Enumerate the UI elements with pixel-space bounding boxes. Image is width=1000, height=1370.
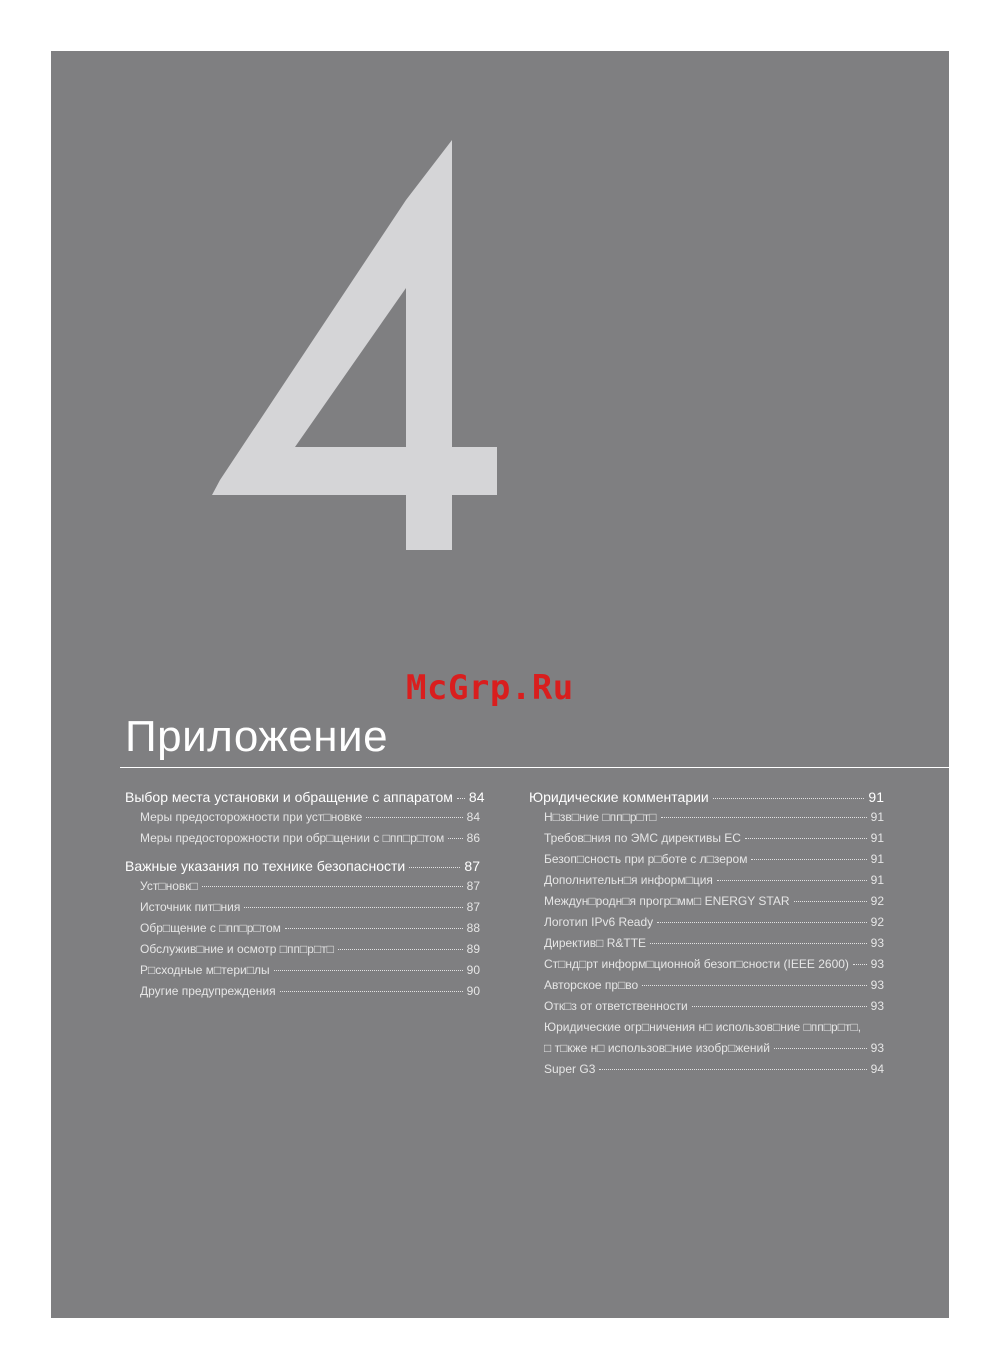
toc-section-title: Выбор места установки и обращение с аппаратом bbox=[125, 789, 453, 805]
toc-page-number: 91 bbox=[870, 873, 884, 887]
toc-section-heading[interactable] bbox=[125, 789, 485, 810]
toc-entry[interactable] bbox=[529, 852, 884, 873]
dot-leader bbox=[853, 964, 867, 965]
dot-leader bbox=[657, 922, 867, 923]
dot-leader bbox=[244, 907, 462, 908]
dot-leader bbox=[650, 943, 867, 944]
toc-entry-label: Другие предупреждения bbox=[140, 984, 276, 998]
toc-entry-label: Директив□ R&TTE bbox=[544, 936, 647, 950]
toc-entry-label: Дополнительн□я информ□ция bbox=[544, 873, 713, 887]
title-divider bbox=[120, 767, 949, 768]
toc-page-number: 93 bbox=[870, 936, 884, 950]
chapter-number-graphic bbox=[200, 60, 540, 620]
toc-page-number: 93 bbox=[870, 957, 884, 971]
dot-leader bbox=[717, 880, 867, 881]
toc-page-number: 84 bbox=[468, 789, 485, 805]
toc-page-number: 84 bbox=[466, 810, 480, 824]
toc-entry-label: Уст□новк□ bbox=[140, 879, 198, 893]
toc-entry[interactable] bbox=[529, 936, 884, 957]
dot-leader bbox=[366, 817, 462, 818]
toc-page-number: 93 bbox=[870, 978, 884, 992]
toc-page-number: 91 bbox=[870, 852, 884, 866]
toc-entry[interactable] bbox=[125, 879, 480, 900]
toc-page-number: 94 bbox=[870, 1062, 884, 1076]
toc-entry-label: Логотип IPv6 Ready bbox=[544, 915, 654, 929]
dot-leader bbox=[599, 1069, 866, 1070]
toc-entry-label: Междун□родн□я прогр□мм□ ENERGY STAR bbox=[544, 894, 790, 908]
dot-leader bbox=[692, 1006, 867, 1007]
toc-entry[interactable] bbox=[529, 915, 884, 936]
toc-page-number: 90 bbox=[466, 984, 480, 998]
dot-leader bbox=[661, 817, 867, 818]
dot-leader bbox=[202, 886, 463, 887]
toc-entry-label: Обслужив□ние и осмотр □пп□р□т□ bbox=[140, 942, 334, 956]
toc-page-number: 89 bbox=[466, 942, 480, 956]
toc-entry[interactable] bbox=[529, 1062, 884, 1083]
toc-entry-label: Юридические огр□ничения н□ использов□ние □пп□р□т□, bbox=[544, 1020, 862, 1034]
toc-entry[interactable] bbox=[125, 900, 480, 921]
toc-entry[interactable] bbox=[125, 810, 480, 831]
dot-leader bbox=[338, 949, 463, 950]
chapter-title: Приложение bbox=[125, 712, 389, 761]
toc-right-column bbox=[529, 789, 884, 1083]
dot-leader bbox=[642, 985, 866, 986]
toc-entry[interactable] bbox=[529, 873, 884, 894]
dot-leader bbox=[409, 867, 460, 868]
dot-leader bbox=[274, 970, 463, 971]
toc-page-number: 92 bbox=[870, 894, 884, 908]
toc-section-heading[interactable] bbox=[529, 789, 884, 810]
watermark: McGrp.Ru bbox=[406, 668, 574, 708]
toc-entry-label: Безоп□сность при р□боте с л□зером bbox=[544, 852, 748, 866]
toc-page-number: 90 bbox=[466, 963, 480, 977]
toc-page-number: 93 bbox=[870, 1041, 884, 1055]
dot-leader bbox=[280, 991, 463, 992]
toc-page-number: 93 bbox=[870, 999, 884, 1013]
toc-entry-label: Источник пит□ния bbox=[140, 900, 241, 914]
toc-entry[interactable] bbox=[125, 831, 480, 852]
toc-entry[interactable] bbox=[529, 894, 884, 915]
toc-left-column bbox=[125, 789, 485, 1005]
toc-page-number: 92 bbox=[870, 915, 884, 929]
toc-page-number: 87 bbox=[464, 858, 480, 874]
toc-section-heading[interactable] bbox=[125, 858, 480, 879]
toc-entry-label: □ т□кже н□ использов□ние изобр□жений bbox=[544, 1041, 770, 1055]
toc-entry[interactable] bbox=[529, 831, 884, 852]
toc-entry-label: Н□зв□ние □пп□р□т□ bbox=[544, 810, 657, 824]
toc-entry[interactable] bbox=[529, 810, 884, 831]
toc-entry[interactable] bbox=[529, 957, 884, 978]
dot-leader bbox=[713, 798, 865, 799]
toc-section-title: Юридические комментарии bbox=[529, 789, 709, 805]
toc-page-number: 87 bbox=[466, 900, 480, 914]
toc-entry[interactable] bbox=[125, 921, 480, 942]
toc-entry[interactable] bbox=[125, 963, 480, 984]
toc-page-number: 91 bbox=[870, 831, 884, 845]
dot-leader bbox=[774, 1048, 867, 1049]
toc-entry-label: Р□сходные м□тери□лы bbox=[140, 963, 270, 977]
toc-entry-label: Меры предосторожности при обр□щении с □пп□р□том bbox=[140, 831, 445, 845]
toc-page-number: 86 bbox=[466, 831, 480, 845]
toc-entry-label: Ст□нд□рт информ□ционной безоп□сности (IEEE 2600) bbox=[544, 957, 849, 971]
dot-leader bbox=[794, 901, 867, 902]
toc-entry-label: Требов□ния по ЭМС директивы ЕС bbox=[544, 831, 741, 845]
dot-leader bbox=[751, 859, 866, 860]
toc-page-number: 91 bbox=[868, 789, 884, 805]
toc-page-number: 87 bbox=[466, 879, 480, 893]
toc-entry-label: Авторское пр□во bbox=[544, 978, 639, 992]
toc-entry[interactable] bbox=[125, 942, 480, 963]
toc-entry[interactable] bbox=[529, 999, 884, 1020]
toc-entry[interactable] bbox=[529, 1041, 884, 1062]
toc-entry-first-line[interactable] bbox=[529, 1020, 884, 1041]
dot-leader bbox=[285, 928, 463, 929]
toc-entry-label: Меры предосторожности при уст□новке bbox=[140, 810, 363, 824]
toc-page-number: 91 bbox=[870, 810, 884, 824]
toc-page-number: 88 bbox=[466, 921, 480, 935]
chapter-number-text: 4 bbox=[200, 60, 201, 61]
chapter-number-shape bbox=[212, 140, 497, 550]
toc-entry[interactable] bbox=[529, 978, 884, 999]
dot-leader bbox=[745, 838, 867, 839]
toc-entry-label: Отк□з от ответственности bbox=[544, 999, 688, 1013]
toc-entry[interactable] bbox=[125, 984, 480, 1005]
dot-leader bbox=[457, 798, 465, 799]
dot-leader bbox=[448, 838, 462, 839]
toc-entry-label: Super G3 bbox=[544, 1062, 596, 1076]
toc-section-title: Важные указания по технике безопасности bbox=[125, 858, 406, 874]
toc-entry-label: Обр□щение с □пп□р□том bbox=[140, 921, 281, 935]
